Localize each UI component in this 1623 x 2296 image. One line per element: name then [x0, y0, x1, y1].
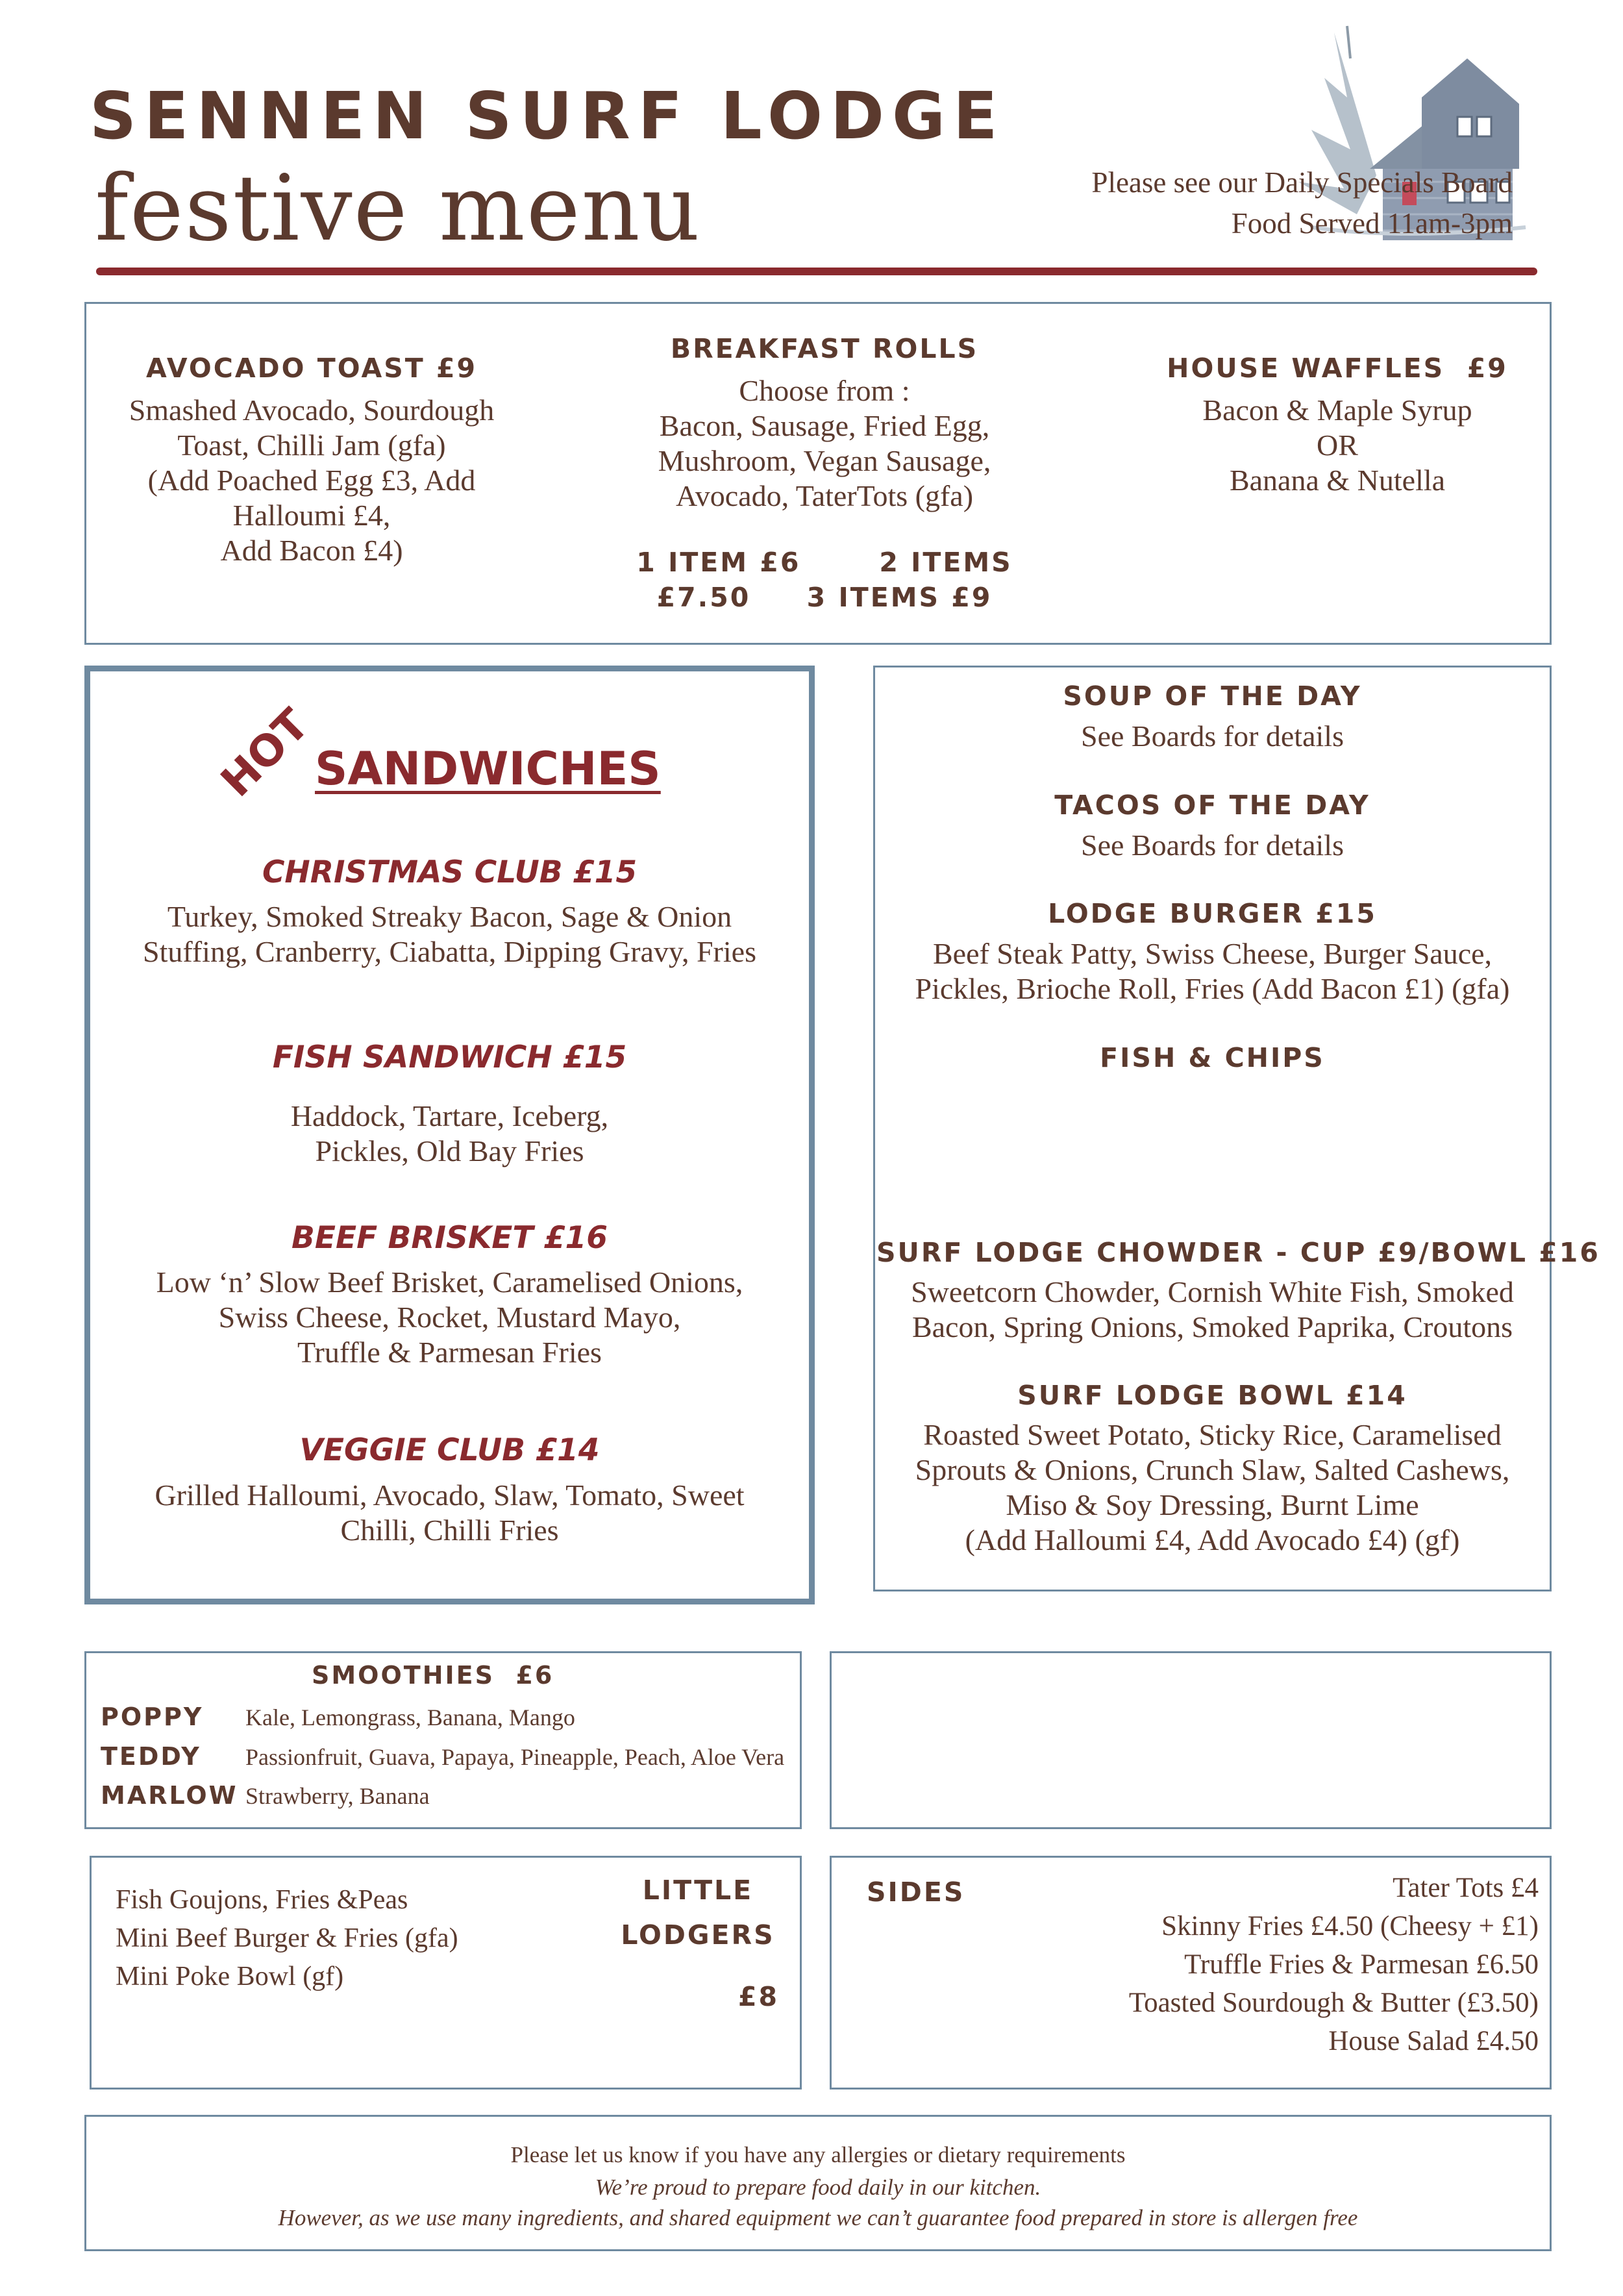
breakfast-rolls-desc: [597, 373, 1052, 514]
kitchen-note: We’re proud to prepare food daily in our kitchen.: [595, 2175, 1041, 2200]
allergy-note: Please let us know if you have any allergies or dietary requirements: [510, 2142, 1126, 2167]
little-lodgers-list: [116, 1881, 458, 1996]
soup-desc: See Boards for details: [1081, 719, 1344, 753]
list-item: Truffle Fries & Parmesan £6.50: [1184, 1949, 1539, 1980]
specials-note: Please see our Daily Specials Board: [1091, 166, 1513, 199]
header-divider: [96, 268, 1537, 275]
desc-line: Add Bacon £4): [220, 534, 403, 567]
fish-sandwich-title: FISH SANDWICH £15: [272, 1040, 627, 1075]
rolls-price-line-2: £7.50 3 ITEMS £9: [656, 582, 993, 613]
smoothie-name: POPPY: [101, 1703, 204, 1731]
hot-label: HOT: [211, 699, 319, 806]
desc-line: Miso & Soy Dressing, Burnt Lime: [1006, 1488, 1419, 1521]
desc-line: Avocado, TaterTots (gfa): [675, 479, 974, 512]
sandwiches-title: SANDWICHES: [315, 742, 661, 795]
desc-line: Smashed Avocado, Sourdough: [129, 393, 495, 427]
tacos-title: TACOS OF THE DAY: [1054, 790, 1370, 821]
surf-bowl-title: SURF LODGE BOWL £14: [1017, 1380, 1407, 1411]
breakfast-rolls-title: BREAKFAST ROLLS: [670, 333, 979, 364]
lodge-burger-title: LODGE BURGER £15: [1048, 898, 1377, 929]
list-item: Tater Tots £4: [1393, 1873, 1539, 1903]
smoothies-title: SMOOTHIES £6: [312, 1661, 554, 1690]
christmas-club-title: CHRISTMAS CLUB £15: [262, 855, 638, 890]
rolls-price-line-1: 1 ITEM £6 2 ITEMS: [636, 547, 1013, 578]
chowder-title: SURF LODGE CHOWDER - CUP £9/BOWL £16: [876, 1237, 1600, 1268]
house-waffles-title: HOUSE WAFFLES £9: [1167, 353, 1508, 384]
desc-line: OR: [1317, 429, 1358, 462]
list-item: House Salad £4.50: [1328, 2026, 1539, 2056]
smoothie-desc: Passionfruit, Guava, Papaya, Pineapple, Peach, Aloe Vera: [245, 1744, 785, 1770]
list-item: Mini Beef Burger & Fries (gfa): [116, 1923, 458, 1953]
beef-brisket-title: BEEF BRISKET £16: [291, 1220, 608, 1256]
fish-and-chips-title: FISH & CHIPS: [1100, 1042, 1325, 1073]
tacos-desc: See Boards for details: [1081, 829, 1344, 862]
christmas-club-desc: [97, 899, 802, 969]
desc-line: Choose from :: [739, 374, 910, 407]
desc-line: Low ‘n’ Slow Beef Brisket, Caramelised Onions,: [156, 1266, 743, 1299]
avocado-toast-title: AVOCADO TOAST £9: [145, 353, 478, 384]
empty-box: [830, 1651, 1552, 1829]
desc-line: Pickles, Brioche Roll, Fries (Add Bacon £1) (gfa): [915, 972, 1510, 1005]
allergen-disclaimer: However, as we use many ingredients, and shared equipment we can’t guarantee food prepared in store is allergen free: [278, 2205, 1358, 2230]
desc-line: Haddock, Tartare, Iceberg,: [290, 1099, 609, 1132]
smoothie-name: MARLOW: [101, 1781, 238, 1810]
house-waffles-desc: [1143, 393, 1532, 498]
soup-title: SOUP OF THE DAY: [1063, 680, 1362, 712]
menu-subtitle: festive menu: [95, 156, 701, 262]
sides-title: SIDES: [867, 1877, 965, 1908]
veggie-club-desc: [97, 1478, 802, 1548]
desc-line: Bacon, Sausage, Fried Egg,: [659, 409, 990, 442]
veggie-club-title: VEGGIE CLUB £14: [299, 1432, 600, 1468]
desc-line: Beef Steak Patty, Swiss Cheese, Burger Sauce,: [932, 937, 1493, 970]
little-lodgers-title-2: LODGERS: [621, 1919, 775, 1951]
desc-line: Turkey, Smoked Streaky Bacon, Sage & Onion: [167, 900, 732, 933]
fish-sandwich-desc: [97, 1099, 802, 1169]
desc-line: Grilled Halloumi, Avocado, Slaw, Tomato, Sweet: [155, 1479, 745, 1512]
desc-line: Pickles, Old Bay Fries: [315, 1134, 584, 1167]
little-lodgers-price: £8: [737, 1981, 779, 2012]
smoothie-name: TEDDY: [101, 1742, 201, 1771]
smoothie-desc: Strawberry, Banana: [245, 1783, 430, 1809]
desc-line: Swiss Cheese, Rocket, Mustard Mayo,: [218, 1301, 681, 1334]
desc-line: Bacon & Maple Syrup: [1202, 393, 1472, 427]
avocado-toast-desc: [104, 393, 519, 568]
desc-line: (Add Poached Egg £3, Add: [147, 464, 476, 497]
lodge-burger-desc: [876, 936, 1548, 1006]
surf-bowl-desc: [876, 1417, 1548, 1558]
desc-line: Chilli, Chilli Fries: [340, 1514, 559, 1547]
smoothie-desc: Kale, Lemongrass, Banana, Mango: [245, 1704, 575, 1730]
beef-brisket-desc: [97, 1265, 802, 1370]
list-item: Toasted Sourdough & Butter (£3.50): [1128, 1988, 1539, 2018]
little-lodgers-title-1: LITTLE: [642, 1875, 754, 1906]
desc-line: Banana & Nutella: [1229, 464, 1446, 497]
chowder-desc: [876, 1275, 1548, 1345]
desc-line: Truffle & Parmesan Fries: [297, 1336, 602, 1369]
desc-line: Sweetcorn Chowder, Cornish White Fish, Smoked: [911, 1275, 1514, 1308]
desc-line: Stuffing, Cranberry, Ciabatta, Dipping Gravy, Fries: [143, 935, 756, 968]
desc-line: Sprouts & Onions, Crunch Slaw, Salted Cashews,: [915, 1453, 1510, 1486]
desc-line: Bacon, Spring Onions, Smoked Paprika, Croutons: [911, 1310, 1513, 1343]
list-item: Skinny Fries £4.50 (Cheesy + £1): [1161, 1911, 1539, 1941]
hours-note: Food Served 11am-3pm: [1231, 207, 1513, 240]
desc-line: Toast, Chilli Jam (gfa): [177, 429, 446, 462]
list-item: Fish Goujons, Fries &Peas: [116, 1885, 408, 1915]
brand-title: SENNEN SURF LODGE: [90, 78, 1006, 154]
desc-line: Halloumi £4,: [232, 499, 391, 532]
list-item: Mini Poke Bowl (gf): [116, 1962, 344, 1991]
desc-line: Mushroom, Vegan Sausage,: [658, 444, 991, 477]
desc-line: (Add Halloumi £4, Add Avocado £4) (gf): [965, 1523, 1460, 1556]
sides-list: [1129, 1869, 1539, 2060]
desc-line: Roasted Sweet Potato, Sticky Rice, Caramelised: [923, 1418, 1502, 1451]
